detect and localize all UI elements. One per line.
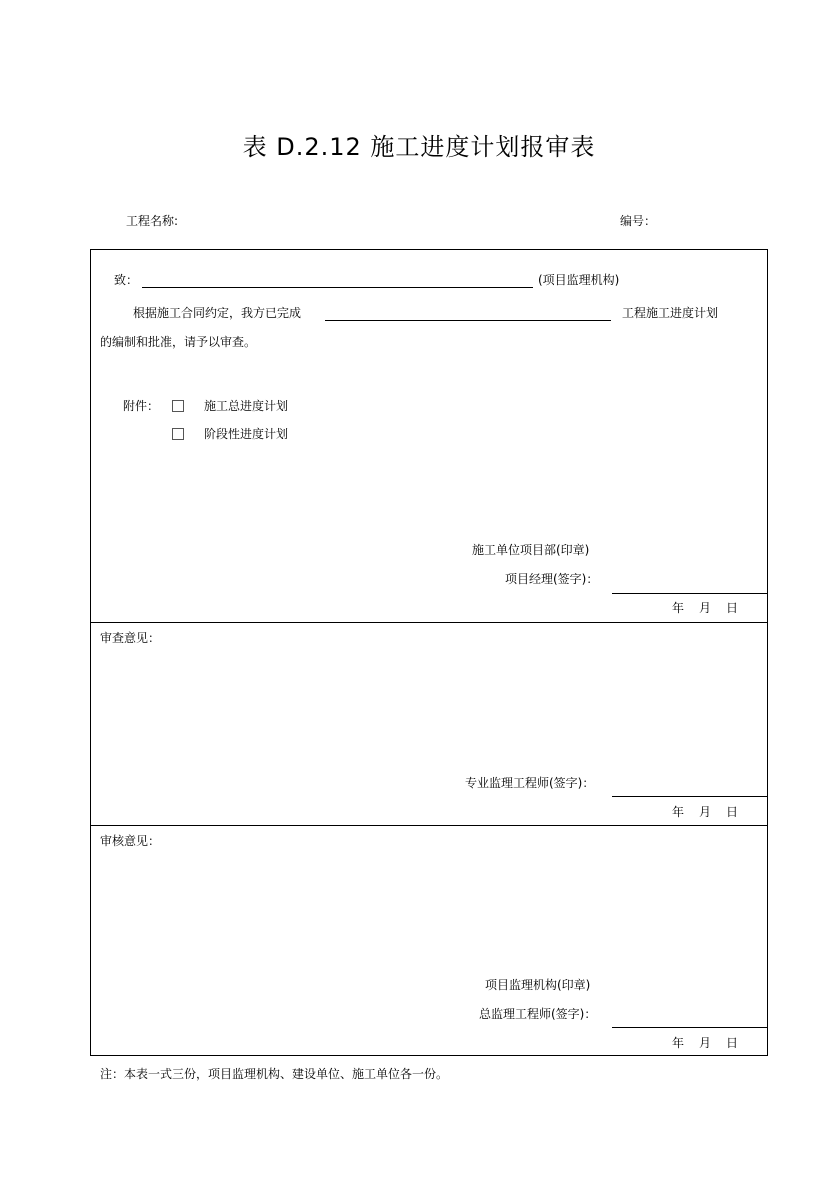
attachment-master-schedule-label: 施工总进度计划 (204, 399, 289, 413)
attachment-checkbox-master-schedule[interactable] (172, 400, 184, 412)
date-month: 月 (699, 1036, 712, 1050)
chief-engineer-signature-label: 总监理工程师(签字)： (479, 1007, 597, 1021)
supervising-engineer-signature-line[interactable] (612, 796, 768, 797)
date-year: 年 (672, 805, 685, 819)
section-divider (90, 825, 768, 826)
date-day: 日 (726, 805, 739, 819)
number-label: 编号： (620, 214, 657, 228)
date-month: 月 (699, 601, 712, 615)
date-year: 年 (672, 1036, 685, 1050)
project-name-label: 工程名称: (126, 214, 179, 228)
project-manager-signature-label: 项目经理(签字)： (505, 572, 599, 586)
date-day: 日 (726, 601, 739, 615)
attachment-label: 附件： (123, 399, 160, 413)
footnote: 注：本表一式三份，项目监理机构、建设单位、施工单位各一份。 (100, 1067, 449, 1081)
recipient-line[interactable] (142, 287, 533, 288)
page-title: 表 D.2.12 施工进度计划报审表 (242, 133, 596, 161)
to-label: 致： (114, 273, 139, 287)
body-line1-suffix: 工程施工进度计划 (622, 306, 719, 320)
attachment-checkbox-phase-schedule[interactable] (172, 428, 184, 440)
completed-project-line[interactable] (325, 320, 611, 321)
project-manager-signature-line[interactable] (612, 593, 768, 594)
supervision-agency-stamp-label: 项目监理机构(印章) (485, 978, 591, 992)
supervising-engineer-signature-label: 专业监理工程师(签字)： (465, 776, 595, 790)
to-suffix: (项目监理机构) (538, 273, 620, 287)
attachment-phase-schedule-label: 阶段性进度计划 (204, 427, 289, 441)
body-line2: 的编制和批准，请予以审查。 (100, 335, 257, 349)
contractor-stamp-label: 施工单位项目部(印章) (472, 543, 590, 557)
body-line1-prefix: 根据施工合同约定，我方已完成 (133, 306, 302, 320)
review-opinion-label: 审查意见： (100, 631, 161, 645)
chief-engineer-signature-line[interactable] (612, 1027, 768, 1028)
date-day: 日 (726, 1036, 739, 1050)
date-year: 年 (672, 601, 685, 615)
form-table (90, 249, 768, 1056)
audit-opinion-label: 审核意见： (100, 834, 161, 848)
date-month: 月 (699, 805, 712, 819)
section-divider (90, 622, 768, 623)
